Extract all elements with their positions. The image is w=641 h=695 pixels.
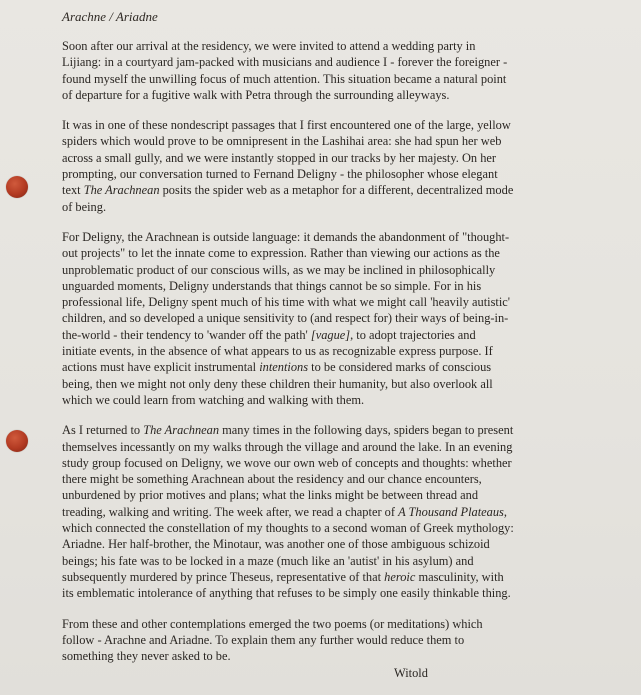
italic-text: The Arachnean <box>83 183 160 198</box>
text-line <box>62 648 632 664</box>
text-run: It was in one of these nondescript passages that I first encountered one of the large, yellow <box>62 118 511 133</box>
text-line <box>62 392 632 408</box>
text-line <box>62 422 632 438</box>
text-run: posits the spider web as a metaphor for a different, decentralized mode <box>159 183 514 198</box>
text-run: across a small gully, and we were instantly stopped in our tracks by her majesty. On her <box>62 150 497 165</box>
text-line <box>62 455 632 471</box>
text-run: which we could learn from watching and walking with them. <box>62 392 365 407</box>
text-run: Ariadne. Her half-brother, the Minotaur, was another one of those ambiguous schizoid <box>62 537 490 552</box>
text-run: Soon after our arrival at the residency, we were invited to attend a wedding party in <box>62 39 476 53</box>
text-run: , to adopt trajectories and <box>350 327 476 342</box>
text-line <box>62 150 632 166</box>
text-run: out projects" to let the innate come to expression. Rather than viewing our actions as the <box>62 246 500 261</box>
text-line <box>62 310 632 326</box>
paragraph <box>62 422 632 601</box>
text-run: which connected the constellation of my thoughts to a second woman of Greek mythology: <box>62 521 514 536</box>
text-run: beings; his fate was to be locked in a maze (much like an 'autist' in his asylum) and <box>62 553 474 568</box>
text-run: unguarded moments, Deligny understands that things cannot be so simple. For in his <box>62 278 482 293</box>
text-line <box>62 553 632 569</box>
text-line <box>62 569 632 585</box>
paragraph <box>62 616 632 665</box>
text-run: unproblematic product of our conscious wills, as we may be inclined in philosophically <box>62 262 496 277</box>
text-line <box>62 117 632 133</box>
text-run: spiders which would prove to be omnipresent in the Lashihai area: she had spun her web <box>62 134 502 149</box>
text-run: prompting, our conversation turned to Fernand Deligny - the philosopher whose elegant <box>62 167 498 182</box>
text-line <box>62 359 632 375</box>
text-line <box>62 182 632 198</box>
italic-text: The Arachnean <box>143 423 220 438</box>
text-run: follow - Arachne and Ariadne. To explain them any further would reduce them to <box>62 632 465 647</box>
text-run: found myself the unwilling focus of much attention. This situation became a natural point <box>62 71 507 86</box>
text-line <box>62 343 632 359</box>
text-run: being, then we might not only deny these children their humanity, but also overlook all <box>62 376 493 391</box>
text-run: As I returned to <box>62 423 144 438</box>
text-run: many times in the following days, spiders began to present <box>219 423 514 438</box>
text-line <box>62 520 632 536</box>
italic-text: [vague] <box>310 327 351 342</box>
paragraph <box>62 117 632 215</box>
text-line <box>62 616 632 632</box>
text-line <box>62 166 632 182</box>
text-run: From these and other contemplations emerged the two poems (or meditations) which <box>62 616 483 631</box>
text-run: its emblematic intolerance of anything that refuses to be simply one easily thinkable thing. <box>62 586 511 601</box>
text-line <box>62 229 632 245</box>
text-run: initiate events, in the absence of what appears to us as recognizable express purpose. If <box>62 344 493 359</box>
binder-hole <box>6 176 28 198</box>
text-run: subsequently murdered by prince Theseus, representative of that <box>62 569 385 584</box>
text-line <box>62 262 632 278</box>
text-run: to be considered marks of conscious <box>308 360 492 375</box>
binder-hole <box>6 430 28 452</box>
text-run: of being. <box>62 199 107 214</box>
paragraph <box>62 38 632 103</box>
text-run: For Deligny, the Arachnean is outside language: it demands the abandonment of "thought- <box>62 229 510 244</box>
document-body <box>62 38 632 678</box>
author-signature: Witold <box>394 666 428 680</box>
text-run: study group focused on Deligny, we wove our own web of concepts and thoughts: whether <box>62 455 512 470</box>
text-run: Lijiang: in a courtyard jam-packed with musicians and audience I - forever the foreigner - <box>62 55 508 70</box>
text-line <box>62 278 632 294</box>
text-line <box>62 376 632 392</box>
text-line <box>62 327 632 343</box>
text-line <box>62 54 632 70</box>
paragraph <box>62 229 632 408</box>
text-run: , <box>503 504 507 519</box>
text-line <box>62 504 632 520</box>
text-line <box>62 487 632 503</box>
text-line <box>62 87 632 103</box>
text-run: unburdened by prior motives and plans; what the links might be between thread and <box>62 488 479 503</box>
text-line <box>62 471 632 487</box>
text-run: treading, walking and writing. The week after, we read a chapter of <box>62 504 399 519</box>
text-run: children, and so developed a unique sensitivity to (and respect for) their ways of being-in- <box>62 311 509 326</box>
text-run: text <box>62 183 84 198</box>
italic-text: heroic <box>384 569 416 584</box>
text-line <box>62 38 632 54</box>
text-run: professional life, Deligny spent much of his time with what we might call 'heavily autistic' <box>62 295 511 310</box>
italic-text: intentions <box>259 360 309 375</box>
text-run: of departure for a fugitive walk with Petra through the surrounding alleyways. <box>62 87 450 102</box>
text-line <box>62 199 632 215</box>
text-line <box>62 133 632 149</box>
page-header: Arachne / Ariadne <box>62 9 158 24</box>
text-line <box>62 439 632 455</box>
text-run: actions must have explicit instrumental <box>62 360 260 375</box>
text-run: masculinity, with <box>415 569 504 584</box>
text-line <box>62 245 632 261</box>
text-line <box>62 294 632 310</box>
text-line <box>62 632 632 648</box>
text-run: themselves incessantly on my walks through the village and around the lake. In an evening <box>62 439 513 454</box>
text-line <box>62 585 632 601</box>
text-run: something they never asked to be. <box>62 649 231 664</box>
text-run: there might be something Arachnean about the residency and our chance encounters, <box>62 472 482 487</box>
text-line <box>62 536 632 552</box>
text-run: the-world - their tendency to 'wander off the path' <box>62 327 311 342</box>
italic-text: A Thousand Plateaus <box>398 504 504 519</box>
text-line <box>62 71 632 87</box>
